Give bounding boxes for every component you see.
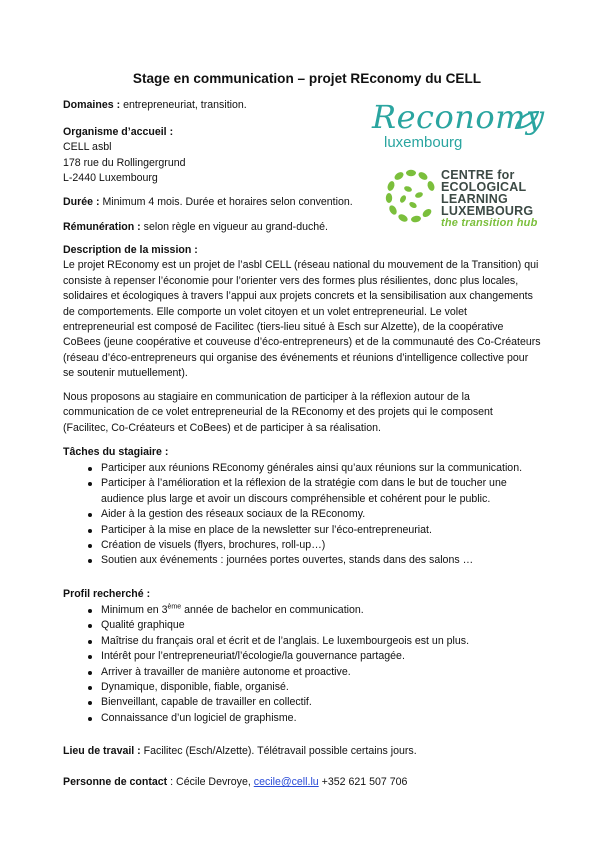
bullet-icon [88,671,92,675]
cell-logo-line-4: LUXEMBOURG [441,204,534,218]
cell-logo-line-1: CENTRE for [441,168,515,182]
contact-name: Cécile Devroye, [176,776,254,788]
bullet-icon [88,655,92,659]
page-title: Stage en communication – projet REconomy du CELL [132,71,482,86]
taches-list [63,461,553,569]
list-item [63,538,553,553]
list-item-text: Qualité graphique [101,619,185,632]
reconomy-wordmark: Reconomy [372,98,545,136]
list-item-text: Participer à l’amélioration et la réflexion de la stratégie com dans le but de toucher une [101,477,507,490]
bullet-icon [88,482,92,486]
list-item-text: Création de visuels (flyers, brochures, roll-up…) [101,539,326,552]
list-item [63,665,553,680]
proposal-line: Nous proposons au stagiaire en communication de participer à la réflexion autour de la [63,391,470,403]
taches-heading [63,445,168,460]
bullet-icon [88,686,92,690]
list-item-text: Bienveillant, capable de travailler en collectif. [101,696,312,709]
domaines-line [63,98,247,113]
list-item-text: Soutien aux événements : journées portes ouvertes, stands dans des salons … [101,554,474,567]
list-item-text: Intérêt pour l’entrepreneuriat/l’écologie/la gouvernance partagée. [101,650,405,663]
bullet-icon [88,544,92,548]
organisme-block [63,125,186,187]
reconomy-subtitle: luxembourg [384,134,463,151]
contact-label: Personne de contact [63,776,168,788]
profil-label: Profil recherché : [63,588,151,600]
organisme-name: CELL asbl [63,141,112,154]
description-line: Le projet REconomy est un projet de l’asbl CELL (réseau national du mouvement de la Transition) qui [63,259,539,272]
list-item-text: Connaissance d’un logiciel de graphisme. [101,711,297,724]
cell-logo-tagline: the transition hub [441,217,538,229]
organisme-street: 178 rue du Rollingergrund [63,156,186,169]
description-line: entrepreneurial est composé de Facilitec (tiers-lieu situé à Esch sur Alzette), de la coopérative [63,321,504,334]
bullet-icon [88,513,92,517]
description-line: CoBees (jeune coopérative et couveuse d’éco-entrepreneurs) et de la communauté des Co-Créateurs [63,336,541,349]
list-item [63,680,553,695]
list-item-text: Arriver à travailler de manière autonome et proactive. [101,665,351,678]
cell-logo-line-3: LEARNING [441,192,508,206]
bullet-icon [88,701,92,705]
domaines-value: entrepreneuriat, transition. [123,99,247,111]
description-label: Description de la mission : [63,244,198,256]
cell-leaf-circle-icon [383,167,439,223]
duree-line [63,195,353,210]
list-item [63,711,553,726]
contact-line [63,775,407,790]
taches-label: Tâches du stagiaire : [63,446,169,458]
list-item [63,461,553,476]
duree-value: Minimum 4 mois. Durée et horaires selon convention. [102,196,353,208]
description-line: consiste à repenser l’économie pour l’orienter vers des formes plus résilientes, donc plus locales, [63,274,519,287]
list-item [63,523,553,538]
proposal-line: (Facilitec, Co-Créateurs et CoBees) et de participer à sa réalisation. [63,421,381,434]
list-item [63,476,553,507]
mission-proposal [63,390,553,436]
contact-separator: : [167,776,177,788]
lieu-label: Lieu de travail : [63,745,141,757]
description-line: de comportements. Elle comporte un volet citoyen et un volet entrepreneurial. Le volet [63,305,467,318]
lieu-line [63,744,417,759]
list-item-text: Minimum en 3ème année de bachelor en communication. [101,603,364,616]
cell-logo-line-2: ECOLOGICAL [441,180,527,194]
contact-email-link[interactable]: cecile@cell.lu [253,776,319,788]
list-item-text: Maîtrise du français oral et écrit et de l’anglais. Le luxembourgeois est un plus. [101,634,470,647]
bullet-icon [88,559,92,563]
leaf-icon [514,110,540,130]
list-item [63,634,553,649]
list-item [63,618,553,633]
bullet-icon [88,609,92,613]
description-line: se soutenir mutuellement). [63,367,188,380]
contact-phone: +352 621 507 706 [318,776,408,788]
list-item-text: Aider à la gestion des réseaux sociaux de la REconomy. [101,508,366,521]
list-item [63,507,553,522]
cell-logo [383,167,543,229]
list-item [63,603,553,618]
bullet-icon [88,467,92,471]
bullet-icon [88,529,92,533]
description-block [63,243,553,382]
profil-heading [63,587,150,602]
reconomy-logo [372,98,545,156]
profil-list [63,603,553,726]
organisme-label: Organisme d’accueil : [63,126,174,138]
proposal-line: communication de ce volet entrepreneurial de la REconomy et des projets qui le composent [63,406,493,419]
description-line: solidaires et écologiques à travers l’appui aux projets concrets et la sensibilisation aux changements [63,290,533,303]
organisme-city: L-2440 Luxembourg [63,172,158,185]
list-item-text: Participer à la mise en place de la newsletter sur l’éco-entrepreneuriat. [101,523,432,536]
duree-label: Durée : [63,196,100,208]
list-item-text: Participer aux réunions REconomy générales ainsi qu’aux réunions sur la communication. [101,462,523,474]
list-item-text: Dynamique, disponible, fiable, organisé. [101,681,289,694]
bullet-icon [88,717,92,721]
list-item-text: audience plus large et avoir un discours compréhensible et cohérent pour le public. [101,492,491,505]
description-line: (réseau d’éco-entrepreneurs qui organise des événements et réunions d’intelligence collective pour [63,351,529,364]
domaines-label: Domaines : [63,99,121,111]
bullet-icon [88,640,92,644]
remuneration-line [63,220,328,235]
bullet-icon [88,624,92,628]
list-item [63,649,553,664]
list-item [63,695,553,710]
remuneration-label: Rémunération : [63,221,141,233]
lieu-value: Facilitec (Esch/Alzette). Télétravail possible certains jours. [143,745,417,757]
remuneration-value: selon règle en vigueur au grand-duché. [143,221,328,233]
list-item [63,553,553,568]
